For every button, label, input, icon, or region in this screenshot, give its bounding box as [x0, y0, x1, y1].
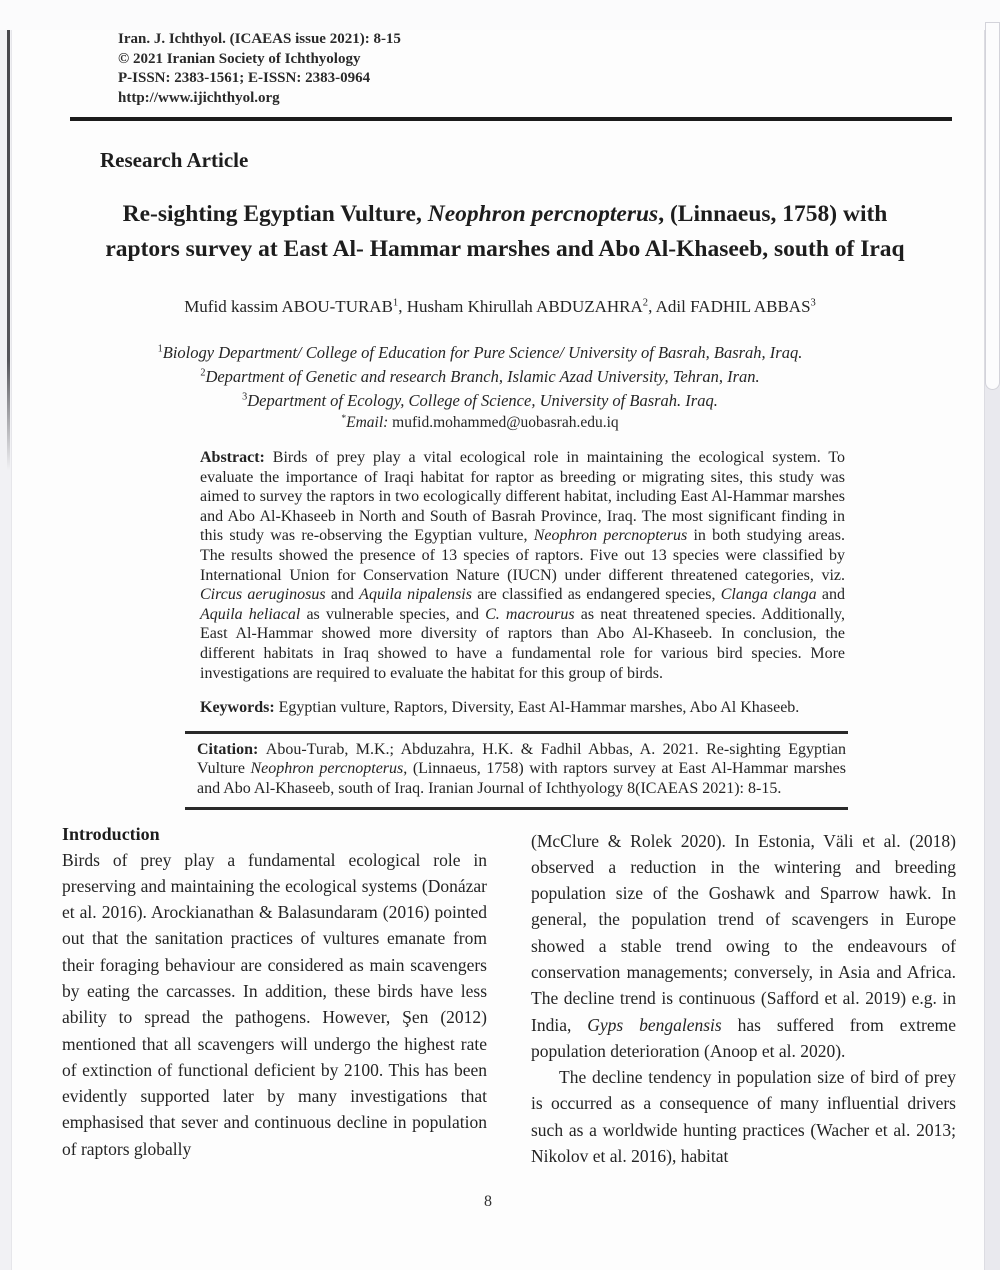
text-segment: , Adil FADHIL ABBAS — [648, 297, 811, 316]
article-title — [95, 197, 915, 267]
body-paragraph-decline-tendency — [531, 1064, 956, 1169]
left-column — [62, 824, 487, 1170]
text-segment: in both studying areas. The results showed the presence of 13 species of raptors. Five out 13 species were classified by International Union for Conservation Nature (IUCN) under different threatened categories, viz. — [200, 527, 845, 584]
text-segment: Keywords: — [200, 699, 279, 717]
affiliation-list — [60, 341, 900, 413]
text-segment: Biology Department/ College of Education for Pure Science/ University of Basrah, Basrah, Iraq. — [162, 343, 803, 362]
abstract-paragraph — [200, 448, 845, 683]
journal-url: http://www.ijichthyol.org — [118, 89, 280, 106]
text-segment: Neophron percnopterus — [533, 527, 688, 545]
text-segment: Birds of prey play a fundamental ecological role in preserving and maintaining the ecological systems (Donázar et al. 2016). Arockianathan & Balasundaram (2016) pointed out that the sanitation practices of vultures emanate from their foraging behaviour are considered as main scavengers by eating the carcasses. In addition, these birds have less ability to spread the pathogens. However, Şen (2012) mentioned that all scavengers will undergo the highest rate of extinction of functional deficient by 2100. This has been evidently supported later by many investigations that emphasised that sever and continuous decline in population of raptors globally — [62, 849, 487, 1159]
text-segment: Birds of prey play a vital ecological role in maintaining the ecological system. To evaluate the importance of Iraqi habitat for raptor as breeding or migrating sites, this study was aimed to survey the raptors in two ecologically different habitat, including East Al-Hammar marshes and Abo Al-Khaseeb in North and South of Basrah Province, Iraq. The most significant finding in this study was re-observing the Egyptian vulture, — [200, 449, 845, 545]
citation-box — [185, 731, 848, 810]
affiliation-1 — [60, 341, 900, 365]
text-segment: 3 — [810, 297, 816, 309]
introduction-paragraph — [62, 847, 487, 1163]
text-segment: Abstract: — [200, 449, 273, 466]
text-segment: The decline tendency in population size of bird of prey is occurred as a consequence of many influential drivers such as a worldwide hunting practices (Wacher et al. 2013; Nikolov et al. 2016), habitat — [531, 1067, 956, 1167]
text-segment: Department of Genetic and research Branch, Islamic Azad University, Tehran, Iran. — [205, 367, 760, 386]
text-segment: Circus aeruginosus — [200, 586, 326, 604]
text-segment: Citation: — [197, 740, 266, 758]
text-segment: Neophron percnopterus — [427, 201, 659, 227]
text-segment: Neophron percnopterus — [250, 760, 404, 778]
right-column — [531, 824, 956, 1170]
text-segment: 1 — [157, 343, 163, 355]
body-paragraph-continued — [531, 828, 956, 1065]
corresponding-email — [60, 414, 900, 432]
text-segment: are classified as endangered species, — [471, 586, 721, 604]
text-segment: Department of Ecology, College of Science, University of Basrah. Iraq. — [247, 391, 718, 410]
keywords-paragraph — [200, 698, 845, 718]
page-number: 8 — [484, 1193, 492, 1211]
text-segment: Clanga clanga — [720, 586, 817, 604]
text-segment: (McClure & Rolek 2020). In Estonia, Väli et al. (2018) observed a reduction in the wintering and breeding population size of the Goshawk and Sparrow hawk. In general, the population trend of scavengers in Europe showed a stable trend owing to the endeavours of conservation managements; conversely, in Asia and Africa. The decline trend is continuous (Safford et al. 2019) e.g. in India, — [531, 830, 956, 1035]
text-segment: , Husham Khirullah ABDUZAHRA — [398, 297, 643, 316]
text-segment: mufid.mohammed@uobasrah.edu.iq — [388, 414, 619, 431]
text-segment: C. macrourus — [485, 605, 575, 623]
text-segment: Abou-Turab, M.K.; Abduzahra, H.K. & Fadhil Abbas, A. 2021. Re-sighting Egyptian Vulture — [197, 740, 847, 778]
text-segment: , (Linnaeus, 1758) with raptors survey at East Al- Hammar marshes and Abo Al-Khaseeb, south of Iraq — [105, 201, 905, 262]
article-content — [0, 30, 1000, 1211]
introduction-heading: Introduction — [62, 823, 160, 844]
author-list — [60, 297, 940, 317]
scrollbar-thumb[interactable] — [985, 22, 1000, 390]
affiliation-2 — [60, 365, 900, 389]
affiliation-3 — [60, 389, 900, 413]
text-segment: 1 — [392, 297, 399, 309]
text-segment: Re-sighting Egyptian Vulture, — [122, 201, 428, 227]
text-segment: 3 — [242, 391, 248, 403]
journal-copyright-line: © 2021 Iranian Society of Ichthyology — [118, 50, 361, 67]
text-segment: , (Linnaeus, 1758) with raptors survey at East Al-Hammar marshes and Abo Al-Khaseeb, south of Iraq. Iranian Journal of Ichthyology 8(ICAEAS 2021): 8-15. — [197, 760, 846, 797]
text-segment: Egyptian vulture, Raptors, Diversity, East Al-Hammar marshes, Abo Al Khaseeb. — [278, 699, 800, 717]
journal-issn-line: P-ISSN: 2383-1561; E-ISSN: 2383-0964 — [118, 70, 371, 86]
text-segment: Aquila nipalensis — [359, 586, 472, 604]
text-segment: Email: — [346, 414, 389, 431]
journal-citation-line: Iran. J. Ichthyol. (ICAEAS issue 2021): 8-15 — [118, 31, 401, 47]
journal-masthead — [118, 30, 1000, 108]
article-type-label: Research Article — [100, 148, 249, 172]
text-segment: * — [341, 412, 347, 424]
text-segment: Aquila heliacal — [200, 605, 301, 623]
text-segment: Gyps bengalensis — [587, 1014, 722, 1035]
text-segment: and — [325, 586, 360, 604]
header-divider-rule — [70, 117, 952, 121]
scanned-paper-page — [0, 30, 1000, 1270]
text-segment: Mufid kassim ABOU-TURAB — [184, 297, 393, 316]
text-segment: as vulnerable species, and — [300, 605, 486, 623]
text-segment: 2 — [200, 367, 206, 379]
two-column-body — [62, 824, 956, 1170]
text-segment: 2 — [642, 297, 649, 309]
text-segment: has suffered from extreme population deterioration (Anoop et al. 2020). — [531, 1014, 956, 1061]
text-segment: and — [816, 586, 845, 604]
text-segment: as neat threatened species. Additionally, East Al-Hammar showed more diversity of raptors than Abo Al-Khaseeb. In conclusion, the different habitats in Iraq showed to have a fundamental role for various bird species. More investigations are required to evaluate the habitat for this group of birds. — [200, 605, 846, 682]
